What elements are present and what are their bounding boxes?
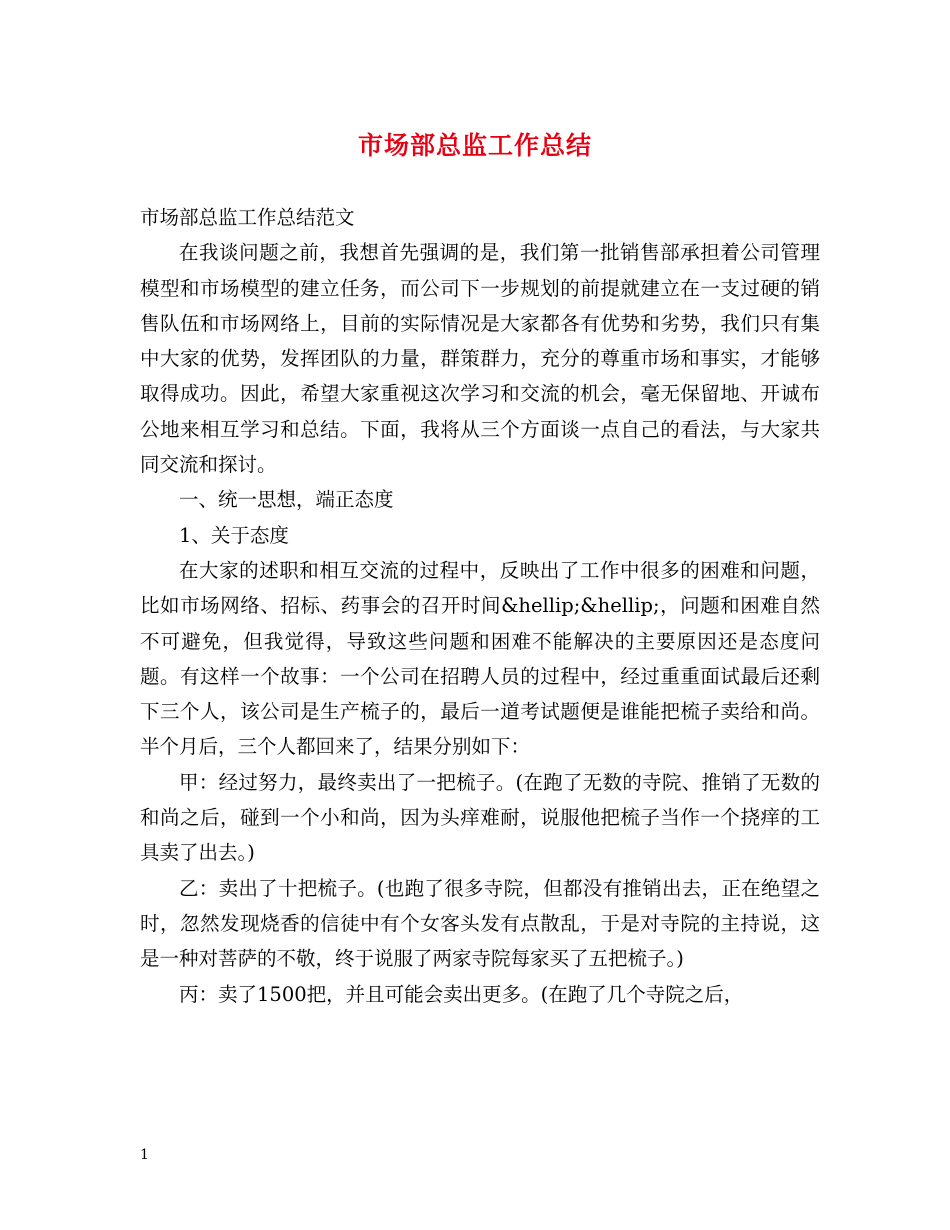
subsection-heading: 1、关于态度 [179,523,289,547]
section-heading: 一、统一思想，端正态度 [179,488,394,512]
paragraph-candidate-c: 丙：卖了1500把，并且可能会卖出更多。(在跑了几个寺院之后， [179,982,744,1006]
paragraph-intro: 在我谈问题之前，我想首先强调的是，我们第一批销售部承担着公司管理模型和市场模型的建立任务，而公司下一步规划的前提就建立在一支过硬的销售队伍和市场网络上，目前的实际情况是大家都各有优势和劣势，我们只有集中大家的优势，发挥团队的力量，群策群力，充分的尊重市场和事实，才能够取得成功。因此，希望大家重视这次学习和交流的机会，毫无保留地、开诚布公地来相互学习和总结。下面，我将从三个方面谈一点自己的看法，与大家共同交流和探讨。 [140,241,820,477]
paragraph-candidate-b: 乙：卖出了十把梳子。(也跑了很多寺院，但都没有推销出去，正在绝望之时，忽然发现烧香的信徒中有个女客头发有点散乱，于是对寺院的主持说，这是一种对菩萨的不敬，终于说服了两家寺院每家买了五把梳子。) [140,876,820,971]
paragraph-story: 在大家的述职和相互交流的过程中，反映出了工作中很多的困难和问题，比如市场网络、招标、药事会的召开时间&hellip;&hellip;，问题和困难自然不可避免，但我觉得，导致这些问题和困难不能解决的主要原因还是态度问题。有这样一个故事：一个公司在招聘人员的过程中，经过重重面试最后还剩下三个人，该公司是生产梳子的，最后一道考试题便是谁能把梳子卖给和尚。半个月后，三个人都回来了，结果分别如下： [140,558,820,759]
page-title: 市场部总监工作总结 [357,131,592,160]
paragraph-candidate-a: 甲：经过努力，最终卖出了一把梳子。(在跑了无数的寺院、推销了无数的和尚之后，碰到一个小和尚，因为头痒难耐，说服他把梳子当作一个挠痒的工具卖了出去。) [140,770,820,865]
page-number: 1 [140,1147,149,1163]
document-body [140,200,820,1012]
paragraph-subtitle: 市场部总监工作总结范文 [140,206,355,229]
